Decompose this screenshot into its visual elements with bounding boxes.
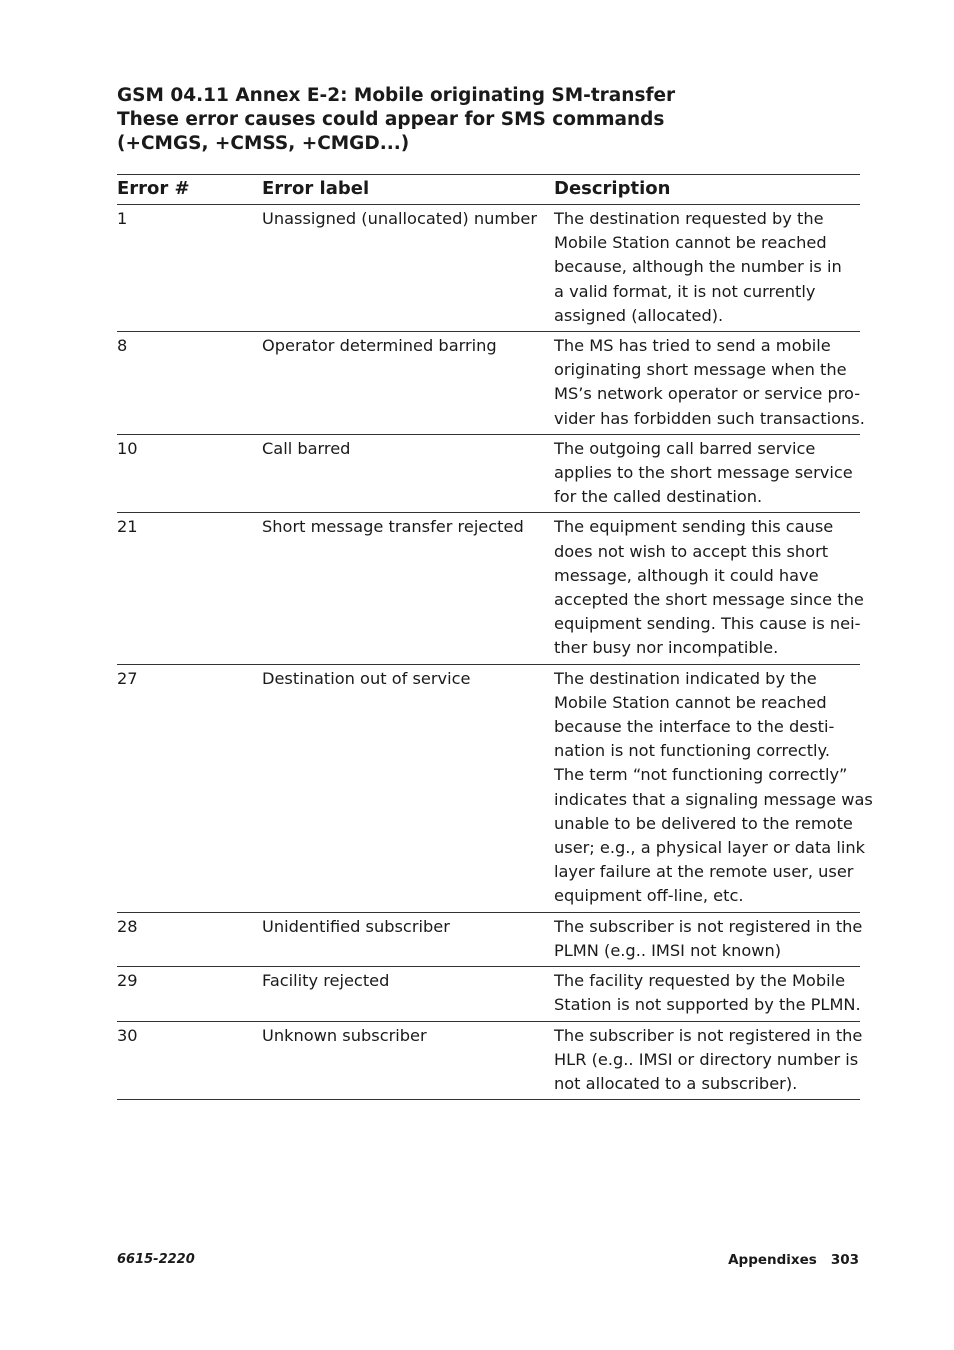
description-cell: [554, 332, 865, 435]
description-line: The outgoing call barred service: [554, 438, 816, 458]
description-line: nation is not functioning correctly.: [554, 741, 830, 761]
table-row: [117, 434, 860, 513]
description-cell: [554, 1021, 863, 1100]
description-line: The destination indicated by the: [554, 668, 817, 688]
description-line: The subscriber is not registered in the: [554, 1025, 863, 1045]
description-line: The term “not functioning correctly”: [554, 765, 848, 785]
description-line: The destination requested by the: [554, 209, 824, 228]
description-line: because, although the number is in: [554, 257, 842, 277]
header-description: Description: [554, 175, 860, 205]
error-label-cell: Short message transfer rejected: [262, 513, 554, 664]
description-line: does not wish to accept this short: [554, 541, 829, 561]
error-label-cell: Unknown subscriber: [262, 1021, 554, 1100]
header-error-label: Error label: [262, 175, 554, 205]
description-line: assigned (allocated).: [554, 305, 724, 325]
table-row: [117, 513, 860, 664]
table-row: [117, 912, 860, 966]
description-line: Mobile Station cannot be reached: [554, 233, 827, 253]
description-line: applies to the short message service: [554, 463, 853, 483]
heading-line-3: (+CMGS, +CMSS, +CMGD...): [117, 133, 410, 154]
description-line: Mobile Station cannot be reached: [554, 692, 827, 712]
error-label-cell: Destination out of service: [262, 664, 554, 912]
description-line: vider has forbidden such transactions.: [554, 408, 865, 428]
error-number-cell: 30: [117, 1021, 262, 1100]
error-number-cell: 1: [117, 205, 262, 332]
error-number-cell: 29: [117, 967, 262, 1021]
error-number-cell: 8: [117, 332, 262, 435]
description-line: accepted the short message since the: [554, 590, 864, 610]
error-label-cell: Operator determined barring: [262, 332, 554, 435]
description-line: The MS has tried to send a mobile: [554, 336, 831, 356]
description-line: MS’s network operator or service pro-: [554, 384, 861, 404]
description-line: a valid format, it is not currently: [554, 281, 816, 301]
description-line: The facility requested by the Mobile: [554, 971, 846, 991]
description-cell: [554, 912, 863, 966]
table-row: [117, 332, 860, 435]
table-row: [117, 205, 860, 332]
error-number-cell: 27: [117, 664, 262, 912]
table-row: [117, 967, 860, 1021]
description-line: ther busy nor incompatible.: [554, 638, 779, 658]
table-row: [117, 664, 860, 912]
error-label-cell: Facility rejected: [262, 967, 554, 1021]
description-line: message, although it could have: [554, 565, 819, 585]
description-line: indicates that a signaling message was: [554, 789, 873, 809]
heading-line-2: These error causes could appear for SMS commands: [117, 109, 665, 130]
page-number: 303: [830, 1252, 859, 1268]
page-footer: [728, 1252, 859, 1268]
description-line: user; e.g., a physical layer or data link: [554, 838, 865, 858]
description-cell: [554, 205, 860, 332]
heading-line-1: GSM 04.11 Annex E-2: Mobile originating SM-transfer: [117, 85, 676, 106]
description-line: not allocated to a subscriber).: [554, 1073, 798, 1093]
section-heading: [117, 84, 857, 156]
document-number: 6615-2220: [117, 1252, 195, 1267]
error-label-cell: Unidentified subscriber: [262, 912, 554, 966]
description-line: because the interface to the desti-: [554, 717, 835, 737]
description-cell: [554, 967, 860, 1021]
description-line: HLR (e.g.. IMSI or directory number is: [554, 1049, 859, 1069]
table-header-row: [117, 175, 860, 205]
error-label-cell: Unassigned (unallocated) number: [262, 205, 554, 332]
description-line: layer failure at the remote user, user: [554, 862, 854, 882]
table-body: [117, 205, 873, 1100]
description-line: The equipment sending this cause: [554, 517, 834, 537]
description-cell: [554, 513, 864, 664]
description-line: PLMN (e.g.. IMSI not known): [554, 940, 782, 960]
error-codes-table: [117, 174, 873, 1100]
error-number-cell: 10: [117, 434, 262, 513]
table-row: [117, 1021, 860, 1100]
description-line: The subscriber is not registered in the: [554, 916, 863, 936]
description-line: equipment off-line, etc.: [554, 886, 744, 906]
description-line: Station is not supported by the PLMN.: [554, 995, 861, 1015]
header-error-number: Error #: [117, 175, 262, 205]
description-cell: [554, 434, 860, 513]
error-number-cell: 21: [117, 513, 262, 664]
description-line: for the called destination.: [554, 487, 763, 507]
description-cell: [554, 664, 873, 912]
error-number-cell: 28: [117, 912, 262, 966]
description-line: originating short message when the: [554, 360, 847, 380]
section-name: Appendixes: [728, 1252, 817, 1268]
description-line: equipment sending. This cause is nei-: [554, 614, 861, 634]
description-line: unable to be delivered to the remote: [554, 813, 853, 833]
error-label-cell: Call barred: [262, 434, 554, 513]
